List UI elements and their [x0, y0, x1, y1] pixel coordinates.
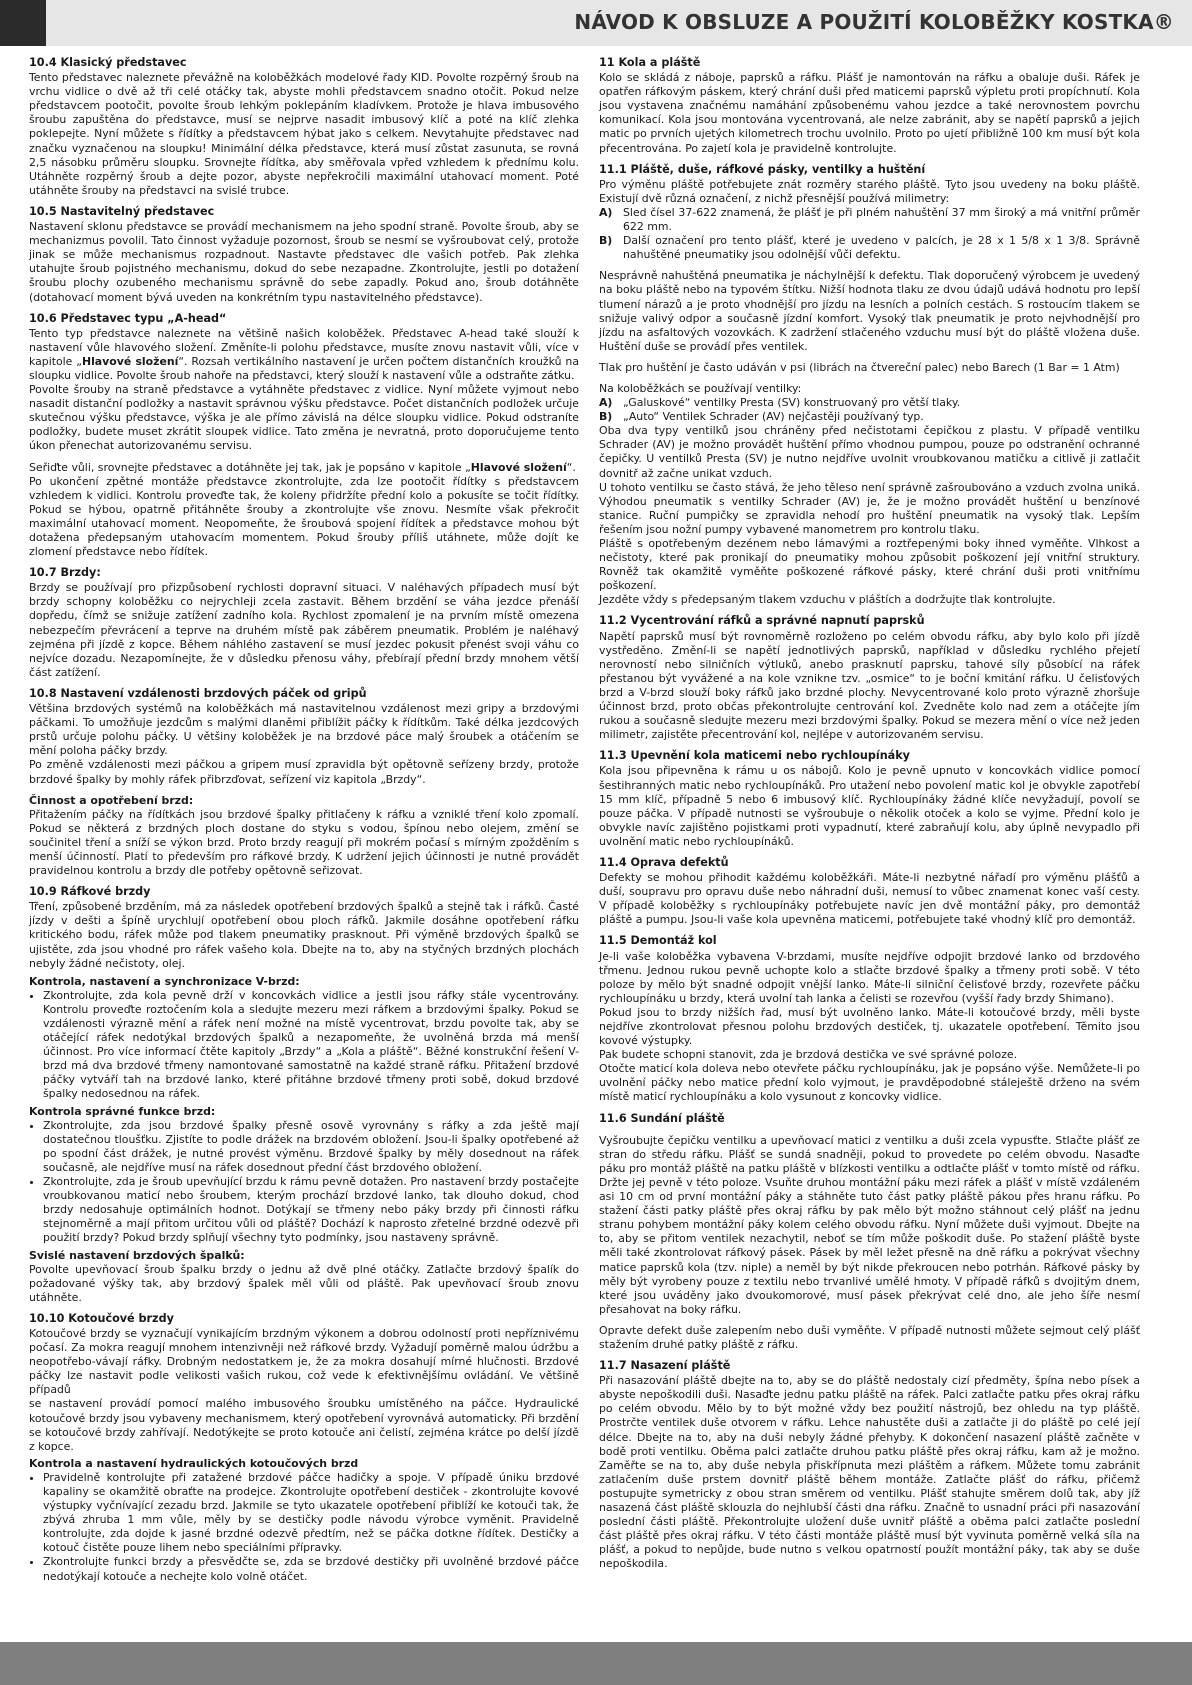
right-column	[599, 56, 1140, 1578]
section-heading: 10.9 Ráfkové brzdy	[29, 885, 151, 899]
paragraph: U tohoto ventilku se často stává, že jeho těleso není správně zašroubováno a vzduch zvolna uniká. Výhodou pneumatik s ventilky Schrader (AV) je, že je možno provádět huštění u benzínové stanice. Ruční pumpičky se zpravidla nehodí pro huštění pneumatik na vysoký tlak. Lepším řešením jsou nožní pumpy vybavené manometrem pro kontrolu tlaku.	[599, 480, 1140, 536]
subsection-heading: Kontrola a nastavení hydraulických kotoučových brzd	[29, 1456, 359, 1470]
paragraph: Při nasazování pláště dbejte na to, aby se do pláště nedostaly cizí předměty, špína nebo písek a abyste nepoškodili duši. Nasaďte jednu patku pláště na ráfek. Palci zatlačte patku přes okraj ráfku po celém obvodu. Mělo by to být možné vždy bez použití nástrojů, bez ohledu na typ pláště. Prostrčte ventilek duše otvorem v ráfku. Lehce nahustěte duši a zatlačte ji do pláště po celé její délce. Dbejte na to, aby na duši nebyly žádné přehyby. K dokončení nasazení pláště začněte v bodě proti ventilku. Oběma palci zatlačte druhou patku pláště přes okraj ráfku, kam až je možno. Zaměřte se na to, aby duše nebyla přiskřípnuta mezi pláštěm a ráfkem. Můžete tomu zabránit zatlačením duše prstem dovnitř pláště během montáže. Zatlačte plášť do ráfku, přičemž postupujte symetricky z obou stran směrem od ventilku. Plášť stahujte směrem dolů tak, aby jíž nasazená část pláště sklouzla do nejhlubší části dna ráfku. Značně to usnadní práci při nasazování poslední části pláště. Překontrolujte uložení duše uvnitř pláště a oběma palci zatlačte poslední část pláště přes okraj ráfku. V této části montáže pláště musí být vyvinuta poměrně velká síla na plášť, a pokud to nepůjde, bude nutno s velkou opatrností použít montážní páky, tak aby se duše nepoškodila.	[599, 1374, 1140, 1571]
paragraph: Kotoučové brzdy se vyznačují vynikajícím brzdným výkonem a dobrou odolností proti nepříznivému počasí. Za mokra reagují mnohem intenzivněji než ráfkové brzdy. Vyžadují poměrně malou údržbu a neopotřebo-vávají ráfky. Drobným nedostatkem je, že za mokra dosahují mírné hlučnosti. Brzdové páčky lze nastavit podle velikosti vašich rukou, což vede k efektivnějšímu ovládání. Ve většině případů	[29, 1326, 579, 1397]
paragraph: Většina brzdových systémů na koloběžkách má nastavitelnou vzdálenost mezi gripy a brzdovými páčkami. To umožňuje jezdcům s malými dlaněmi přiblížit páčky k řídítkům. Také délka jezdcových prstů určuje polohu páčky. U většiny koloběžek je na brzdové páce malý šroubek a otáčením se mění poloha páčky brzdy.	[29, 702, 579, 758]
paragraph: Nastavení sklonu představce se provádí mechanismem na jeho spodní straně. Povolte šroub, aby se mechanizmus povolil. Tato činnost vyžaduje pozornost, šroub se nesmí se vyšroubovat celý, protože jinak se může mechanismus rozpadnout. Nastavte představec dle vašich potřeb. Pak zlehka utahujte šroub pojistného mechanismu, dokud do sebe nezapadne. Zkontrolujte, jestli po dotažení šroubu plochy ozubeného mechanismu správně do sebe zapadly. Pokud ano, šroub dotáhněte (dotahovací moment bývá uveden na konkrétním typu nastavitelného představce).	[29, 220, 579, 304]
list-item: • Zkontrolujte, zda jsou brzdové špalky přesně osově vyrovnány s ráfky a zda ještě mají dostatečnou tloušťku. Zjistíte to podle drážek na brzdovém obložení. Jsou-li špalky opotřebené až po spodní část drážek, je nutné provést výměnu. Brzdové špalky by měly dosednout na ráfek současně, ale nejdříve musí na ráfek dosednout přední část brzdového obložení.	[43, 1119, 579, 1175]
paragraph: Oba dva typy ventilků jsou chráněny před nečistotami čepičkou z plastu. V případě ventilku Schrader (AV) je možno provádět huštění přímo vhodnou pumpou, pouze po odstranění ochranné čepičky. U ventilků Presta (SV) je nutno nejdříve uvolnit vroubkovanou matičku a citlivě ji zatlačit dovnitř až začne unikat vzduch.	[599, 424, 1140, 480]
paragraph: Brzdy se používají pro přizpůsobení rychlosti dopravní situaci. V naléhavých případech musí být brzdy schopny koloběžku co nejrychleji zcela zastavit. Během brzdění se váha jezdce přenáší dopředu, čímž se snižuje zatížení zadního kola. Rychlost zpomalení je na prvním místě omezena nebezpečím převrácení a teprve na druhém místě pak záběrem pneumatik. Problém je naléhavý zejména při jízdě z kopce. Během náhlého zastavení se musí jezdec pokusit přenést svoji váhu co nejvíce dozadu. Nezapomínejte, že v důsledku přenosu váhy, přebírají přední brzdy mnohem větší část zatížení.	[29, 581, 579, 679]
section-11-5	[599, 934, 1140, 1104]
paragraph: se nastavení provádí pomocí malého imbusového šroubku umístěného na páčce. Hydraulické kotoučové brzdy jsou vybaveny mechanismem, který opotřebení vyrovnává automaticky. Při brzdění se kotoučové brzdy zahřívají. Nedotýkejte se proto kotouče ani čelistí, zejména krátce po delší jízdě z kopce.	[29, 1397, 579, 1453]
paragraph: Pro výměnu pláště potřebujete znát rozměry starého pláště. Tyto jsou uvedeny na boku pláště. Existují dvě různá označení, z nichž přesnější používá milimetry:	[599, 177, 1140, 205]
item-label: A)	[599, 396, 613, 410]
item-label: B)	[599, 234, 613, 248]
subsection-heading: Kontrola správné funkce brzd:	[29, 1104, 216, 1118]
paragraph: Tento představec naleznete převážně na koloběžkách modelové řady KID. Povolte rozpěrný šroub na vrchu vidlice o dvě až tři celé otáčky tak, abyste mohli představcem snadno otočit. Pokud nelze představcem pootočit, povolte šroub lehkým poklepáním kladívkem. Protože je hlava imbusového šroubu zapuštěna do představce, musí se nejprve nasadit imbusový klíč a poté na klíč zlehka poklepejte. Nyní můžete s řídítky a představcem hýbat jako s celkem. Nevytahujte představec nad značku vyznačenou na sloupku! Minimální délka představce, která musí zůstat zasunuta, se rovná 2,5 násobku průměru sloupku. Srovnejte řídítka, aby směřovala vpřed vzhledem k přednímu kolu. Utáhněte rozpěrný šroub a dejte pozor, abyste nepřekročili maximální utahovací moment. Poté utáhněte šrouby na představci na svislé trubce.	[29, 71, 579, 197]
paragraph: Opravte defekt duše zalepením nebo duši vyměňte. V případě nutnosti můžete sejmout celý plášť stažením druhé patky pláště z ráfku.	[599, 1323, 1140, 1351]
paragraph: Povolte šrouby na straně představce a vytáhněte představec z vidlice. Nyní můžete vyjmout nebo nasadit distanční podložky a nastavit správnou výšku představce. Počet distančních podložek určuje skutečnou výšku představce, výška je ale přímo závislá na délce sloupku vidlice. Pokud odstraníte podložky, budete muset zkrátit sloupek vidlice. Tato změna je nevratná, proto doporučujeme tento úkon přenechat autorizovanému servisu.	[29, 383, 579, 453]
list-item-a	[599, 206, 1140, 234]
section-heading: 10.7 Brzdy:	[29, 566, 101, 580]
section-10-10	[29, 1312, 579, 1454]
section-brake-function	[29, 1105, 579, 1246]
list-item: • Zkontrolujte funkci brzdy a přesvědčte se, zda se brzdové destičky při uvolněné brzdové páčce nedotýkají kotouče a nechejte kolo volně otáčet.	[43, 1555, 579, 1583]
bullet-list	[29, 1471, 579, 1584]
bullet-list	[29, 989, 579, 1102]
paragraph: Napětí paprsků musí být rovnoměrně rozloženo po celém obvodu ráfku, aby bylo kolo při jízdě vystředěno. Změní-li se napětí jednotlivých paprsků, například v důsledku rychlého přejetí nerovností nebo silničních výtluků, anebo prasknutí paprsku, tahové síly působící na ráfek přestanou být vyvážené a na kole vznikne tzv. „osmice“ to je boční kmitání ráfku. U čelisťových brzd a V-brzd slouží boky ráfků jako brzdné plochy. Nevycentrované kolo proto výrazně zhoršuje účinnost brzd, proto občas překontrolujte centrování kol. Zvedněte kolo nad zem a otáčejte jím rukou a současně sledujte mezeru mezi brzdovými špalky. Pokud se mezera mění o více než jeden milimetr, zajistěte přecentrování kol, nejlépe v autorizovaném servisu.	[599, 629, 1140, 742]
section-heading: 10.5 Nastavitelný představec	[29, 204, 215, 218]
paragraph: Na koloběžkách se používají ventilky:	[599, 381, 802, 395]
text-run: “. Rozsah vertikálního nastavení je určen počtem distančních kroužků na sloupku vidlice. Povolte šroub nahoře na představci, který slouží k nastavení vůle a odstraňte zátku.	[29, 354, 580, 382]
paragraph: Pláště s opotřebeným dezénem nebo lámavými a roztřepenými boky ihned vyměňte. Vlhkost a nečistoty, které pak pronikají do pneumatiky mohou způsobit poškození její vnitřní struktury. Rovněž tak okamžitě vyměňte poškozené ráfkové pásky, které chrání duši proti vnitřnímu poškození.	[599, 537, 1140, 593]
item-text: Další označení pro tento plášť, které je uvedeno v palcích, je 28 x 1 5/8 x 1 3/8. Správně nahuštěné pneumatiky jsou odolnější vůči defektu.	[623, 234, 1140, 262]
paragraph: Je-li vaše koloběžka vybavena V-brzdami, musíte nejdříve odpojit brzdové lanko od brzdového třmenu. Jednou rukou pevně uchopte kolo a stlačte brzdové špalky a třmeny proti sobě. V této poloze by mělo být snadné odpojit vnější lanko. Máte-li silniční čelisťové brzdy, rozevřete páčku rychloupínáku u brzdy, která uvolní tah lanka a čelisti se rozevřou (vyšší řady brzdy Shimano).	[599, 949, 1140, 1005]
subsection-heading: Činnost a opotřebení brzd:	[29, 793, 194, 807]
paragraph: Tlak pro huštění je často udáván v psi (librách na čtvereční palec) nebo Barech (1 Bar = 1 Atm)	[599, 360, 1120, 374]
section-10-7	[29, 566, 579, 680]
section-11-4	[599, 856, 1140, 927]
text-run: Seřiďte vůli, srovnejte představec a dotáhněte jej tak, jak je popsáno v kapitole „	[29, 460, 471, 474]
section-11-2	[599, 614, 1140, 742]
paragraph: Defekty se mohou přihodit každému koloběžkáři. Máte-li nezbytné nářadí pro výměnu plášťů a duší, soupravu pro opravu duše nebo náhradní duši, nemusí to vůbec znamenat konec vaší cesty. V případě koloběžky s rychloupínáky potřebujete navíc jen dvě montážní páky, pro demontáž pláště a pumpu. Jsou-li vaše kola upevněna maticemi, potřebujete také vhodný klíč pro demontáž.	[599, 871, 1140, 927]
section-heading: 11.2 Vycentrování ráfků a správné napnutí paprsků	[599, 614, 925, 628]
item-label: B)	[599, 410, 613, 424]
paragraph: Otočte maticí kola doleva nebo otevřete páčku rychloupínáku, jak je popsáno výše. Nemůžete-li po uvolnění páčky nebo matice přední kolo vyjmout, je pravděpodobné stáleještě drženo na svém místě maticí rychloupínáku a kolo vysunout z koncovky vidlice.	[599, 1062, 1140, 1104]
section-pad-vertical	[29, 1249, 579, 1305]
section-heading: 11.7 Nasazení pláště	[599, 1359, 731, 1373]
section-10-6	[29, 312, 579, 560]
paragraph: Tření, způsobené brzděním, má za následek opotřebení brzdových špalků a stejně tak i ráfků. Časté jízdy v dešti a špíně urychlují opotřebení obou ploch ráfků. Jakmile dosáhne opotřebení ráfku kritického bodu, ráfek může pod tlakem pneumatiky prasknout. Při výměně brzdových špalků se ujistěte, zda jsou vhodné pro ráfek vašeho kola. Dbejte na to, aby na styčných brzdných plochách nebyly žádné nečistoty, olej.	[29, 900, 579, 970]
left-column	[29, 56, 579, 1584]
header-dark-block	[0, 0, 46, 46]
paragraph: Nesprávně nahuštěná pneumatika je náchylnější k defektu. Tlak doporučený výrobcem je uvedený na boku pláště nebo na typovém štítku. Nižší hodnota tlaku ze dvou údajů udává hodnotu pro lepší tlumení nárazů a je proto vhodnější pro jízdu na lesních a polních cestách. S rostoucím tlakem se snižuje valivý odpor a současně jízdní komfort. Vysoký tlak pneumatik je proto nejvhodnější pro jízdu na asfaltových vozovkách. K zadržení stlačeného vzduchu musí být do pláště vložena duše. Huštění duše se provádí přes ventilek.	[599, 269, 1140, 353]
paragraph	[29, 327, 579, 383]
section-11-3	[599, 749, 1140, 849]
section-11-7	[599, 1359, 1140, 1571]
item-text: Sled čísel 37-622 znamená, že plášť je při plném nahuštění 37 mm široký a má vnitřní průměr 622 mm.	[623, 205, 1140, 234]
section-heading: 10.4 Klasický představec	[29, 56, 187, 69]
paragraph	[29, 461, 579, 475]
bullet-list	[29, 1119, 579, 1246]
section-heading: 10.8 Nastavení vzdálenosti brzdových páček od gripů	[29, 686, 367, 700]
paragraph: Po ukončení zpětné montáže představce zkontrolujte, zda lze pootočit řídítky s představcem vzhledem k vidlici. Kontrolu proveďte tak, že koleny přidržíte přední kolo a pokusíte se točit řídítky. Pokud se hýbou, opatrně přitáhněte šrouby a zkontrolujte vše znovu. Nesmíte však překročit maximální utahovací moment. Neopomeňte, že šroubová spojení řídítek a představce mohou být dotažena předepsaným utahovacím momentem. Pokud šrouby příliš utáhnete, může dojít ke zlomení představce nebo řídítek.	[29, 474, 579, 559]
section-11-1	[599, 163, 1140, 608]
subsection-heading: Svislé nastavení brzdových špalků:	[29, 1248, 245, 1262]
paragraph: Povolte upevňovací šroub špalku brzdy o jednu až dvě plné otáčky. Zatlačte brzdový špalík do požadované výšky tak, aby brzdový špalek měl vůli od pláště. Pak upevňovací šroub znovu utáhněte.	[29, 1262, 579, 1304]
chapter-reference: Hlavové složení	[81, 354, 179, 368]
paragraph: Jezděte vždy s předepsaným tlakem vzduchu v pláštích a dodržujte tlak kontrolujte.	[599, 593, 1056, 607]
paragraph: Kola jsou připevněna k rámu u os nábojů. Kolo je pevně upnuto v koncovkách vidlice pomocí šestihranných matic nebo rychloupínáků. Pro utažení nebo povolení matic kol je obvykle zapotřebí 15 mm klíč, případně 5 nebo 6 imbusový klíč. Rychloupínáky žádné klíče nevyžadují, povolí se pouze páčka. V případě nutnosti se vyšroubuje o několik otoček a kolo se vyjme. Přední kolo je obvykle navíc zajištěno pojistkami proti vypadnutí, které zabraňují kolu, aby úplně nevypadlo při uvolnění matic nebo rychloupínáků.	[599, 764, 1140, 848]
section-v-brake-check	[29, 975, 579, 1102]
item-text: „Galuskové“ ventilky Presta (SV) konstruovaný pro větší tlaky.	[623, 396, 961, 410]
paragraph: Po změně vzdálenosti mezi páčkou a gripem musí zpravidla být opětovně seřízeny brzdy, protože brzdové špalky by mohly ráfek přibrzďovat, seřízení viz kapitola „Brzdy“.	[29, 758, 579, 786]
valve-item-b	[599, 410, 1140, 424]
text-run: “.	[566, 460, 576, 474]
section-hydraulic-brakes	[29, 1457, 579, 1584]
paragraph: Kolo se skládá z náboje, paprsků a ráfku. Plášť je namontován na ráfku a obaluje duši. Ráfek je opatřen ráfkovým páskem, který chrání duši před maticemi paprsků výpletu proti propíchnutí. Kola jsou vystavena značnému namáhání způsobenému vahou jezdce a také nerovnostem povrchu komunikací. Kola jsou montována vycentrovaná, ale nelze zabránit, aby se napětí paprsků a jejich matic po prvních ujetých kilometrech trochu uvolnilo. Proto po ujetí přibližně 100 km musí být kola přecentrována. Po zajetí kola je pravidelně kontrolujte.	[599, 71, 1140, 155]
paragraph: Pokud jsou to brzdy nižších řad, musí být uvolněno lanko. Máte-li kotoučové brzdy, měli byste nejdříve zkontrolovat přesnou polohu brzdových destiček, tj. ukazatele opotřebení. Těmito jsou kovové výstupky.	[599, 1005, 1140, 1048]
chapter-reference: Hlavové složení	[470, 460, 567, 474]
text-run: Tento typ představce naleznete na většině našich koloběžek. Představec A-head také slouží k nastavení vůle hlavového složení. Změníte-li polohu představce, musíte znovu nastavit vůli, více v kapitole „	[29, 326, 579, 368]
section-11-6	[599, 1112, 1140, 1353]
list-item-b	[599, 234, 1140, 262]
page-title: NÁVOD K OBSLUZE A POUŽITÍ KOLOBĚŽKY KOSTKA®	[574, 10, 1174, 34]
paragraph: Pak budete schopni stanovit, zda je brzdová destička ve své správné poloze.	[599, 1048, 1018, 1062]
section-heading: 10.10 Kotoučové brzdy	[29, 1311, 174, 1325]
section-10-8	[29, 687, 579, 787]
paragraph: Přitažením páčky na řídítkách jsou brzdové špalky přitlačeny k ráfku a vzniklé tření kolo zpomalí. Pokud se některá z brzdných ploch dostane do styku s vodou, špínou nebo olejem, změní se součinitel tření a sníží se výkon brzd. Proto brzdy reagují při mokrém počasí s mírným zpožděním s menší účinností. Platí to především pro ráfkové brzdy. K udržení jejich účinnosti je nutné provádět pravidelnou kontrolu a brzdy dle potřeby opětovně seřizovat.	[29, 807, 579, 878]
section-heading: 11.3 Upevnění kola maticemi nebo rychloupínáky	[599, 749, 910, 763]
list-item: • Pravidelně kontrolujte při zatažené brzdové páčce hadičky a spoje. V případě úniku brzdové kapaliny se okamžitě obraťte na prodejce. Zkontrolujte opotřebení destiček - zkontrolujte kovové výstupky vyčnívající zezadu brzd. Jakmile se tyto ukazatele opotřebení přiblíží ke kotouči tak, že zbývá zhruba 1 mm vůle, měly by se destičky podle návodu výrobce vyměnit. Pravidelně kontrolujte, zda dojde k jasné brzdné odezvě předtím, než se páčka dotkne řídítek. Destičky a kotouč čistěte pouze lihem nebo speciálními přípravky.	[43, 1471, 579, 1556]
footer-bar	[0, 1642, 1192, 1685]
section-heading: 10.6 Představec typu „A-head“	[29, 311, 227, 325]
list-item: • Zkontrolujte, zda je šroub upevňující brzdu k rámu pevně dotažen. Pro nastavení brzdy postačejte vroubkovanou maticí nebo šroubem, kterým prochází brzdové lanko, tak dlouho dokud, chod brzdy nedosahuje optimálních hodnot. Dotýkají se třmeny nebo páky brzdy při činnosti ráfku stejnoměrně a mají přitom určitou vůli od pláště? Dochází k naprosto zřetelné brzdné odezvě při použití brzdy? Pokud brzdy splňují všechny tyto podmínky, jsou nastaveny správně.	[43, 1175, 579, 1245]
section-brake-wear	[29, 794, 579, 879]
section-heading: 11 Kola a pláště	[599, 56, 701, 69]
section-10-4	[29, 56, 579, 198]
section-10-5	[29, 205, 579, 305]
item-text: „Auto“ Ventilek Schrader (AV) nejčastěji používaný typ.	[623, 410, 924, 424]
section-heading: 11.5 Demontáž kol	[599, 934, 717, 948]
paragraph: Vyšroubujte čepičku ventilku a upevňovací matici z ventilku a duši zcela vypusťte. Stlačte plášť ze stran do středu ráfku. Plášť se sundá snadněji, pokud to provedete po celém obvodu. Nasaďte páku pro montáž pláště na patku pláště v blízkosti ventilku a odtlačte plášť v tomto místě od ráfku. Držte jej pevně v této poloze. Vsuňte druhou montážní páku mezi ráfek a plášť v místě vzdáleném asi 10 cm od první montážní páky a stáhněte tuto část patky pláště pákou přes hranu ráfku. Po stažení části patky pláště přes okraj ráfku by pak mělo být možno stáhnout celý plášť na jednu stranu pohybem montážní páky kolem celého obvodu ráfku. Nyní můžete duši vyjmout. Dbejte na to, aby se přitom ventilek nezachytil, neboť se tím může poškodit duše. Po stažení pláště byste měli také zkontrolovat ráfkový pásek. Pásek by měl ležet přesně na dně ráfku a pokrývat všechny matice paprsků kola (tzv. niple) a neměl by být nikde překroucen nebo potrhán. Ráfkové pásky by měly být vyrobeny pouze z textilu nebo trvanlivé umělé hmoty. V případě ráfků s dvojitým dnem, které jsou uváděny jako dvoukomorové, musí pásek překrývat celé dno, ale jeho šíře nesmí přesahovat na boky ráfku.	[599, 1133, 1140, 1316]
section-heading: 11.1 Pláště, duše, ráfkové pásky, ventilky a huštění	[599, 162, 926, 176]
section-11	[599, 56, 1140, 156]
section-heading: 11.6 Sundání pláště	[599, 1111, 725, 1125]
item-label: A)	[599, 205, 613, 219]
valve-item-a	[599, 396, 1140, 410]
section-heading: 11.4 Oprava defektů	[599, 855, 729, 869]
list-item: • Zkontrolujte, zda kola pevně drží v koncovkách vidlice a jestli jsou ráfky stále vycentrovány. Kontrolu proveďte roztočením kola a sledujte mezeru mezi ráfkem a brzdovými špalky. Pokud se vzdálenosti výrazně mění a ráfek není možné na místě vycentrovat, brzdu povolte tak, aby se otáčející ráfek nedotýkal brzdových špalků a nezapomeňte, že uvolněná brzda má menší účinnost. Pro více informací čtěte kapitoly „Brzdy“ a „Kola a pláště“. Běžné konstrukční řešení V-brzd má dva brzdové třmeny namontované samostatně na každé straně ráfku. Přitažení brzdové páčky vytváří tah na brzdové lanko, které přitáhne brzdové třmeny proti sobě, dokud brzdové špalky nedosednou na ráfek.	[43, 989, 579, 1102]
section-10-9	[29, 885, 579, 971]
subsection-heading: Kontrola, nastavení a synchronizace V-brzd:	[29, 974, 300, 988]
